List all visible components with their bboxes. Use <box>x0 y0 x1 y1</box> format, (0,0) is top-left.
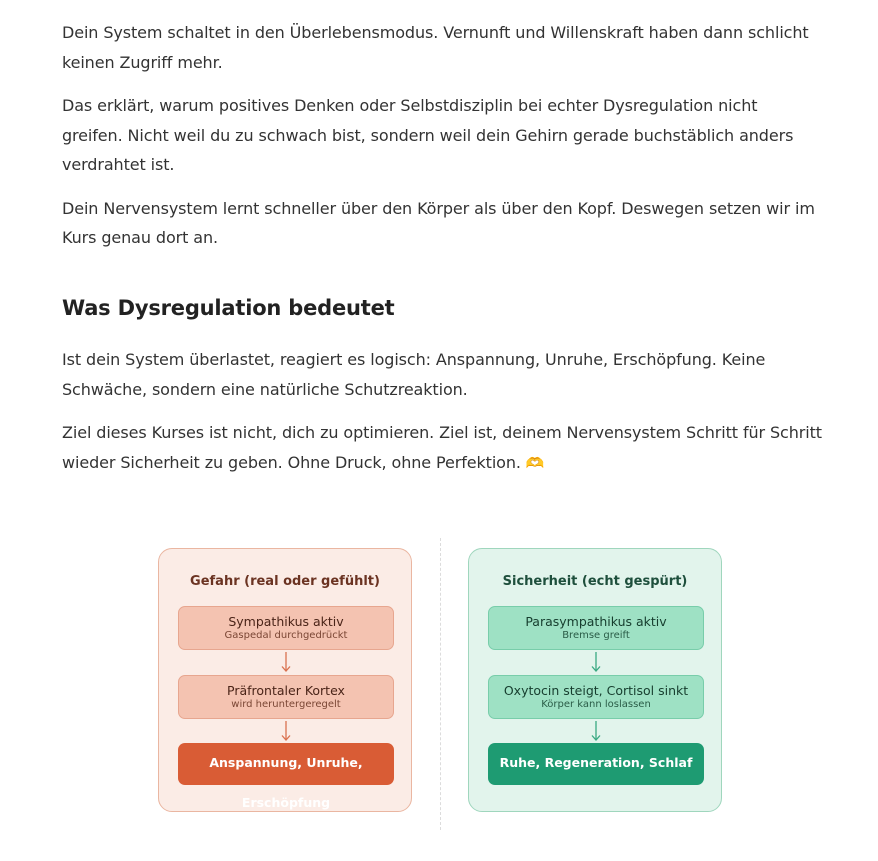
paragraph-positive-thinking: Das erklärt, warum positives Denken oder Selbstdisziplin bei echter Dysregulation nicht greifen. Nicht weil du zu schwach bist, sondern weil dein Gehirn gerade buchstäblich anders verdrahtet ist. <box>62 96 794 174</box>
section-text-block <box>62 345 822 492</box>
safe-result: Ruhe, Regeneration, Schlaf <box>488 743 704 785</box>
safe-step-oxytocin <box>488 675 704 719</box>
safe-panel <box>468 548 722 812</box>
paragraph-overload: Ist dein System überlastet, reagiert es logisch: Anspannung, Unruhe, Erschöpfung. Keine Schwäche, sondern eine natürliche Schutzreaktion. <box>62 350 766 399</box>
danger-step-1-sublabel: Gaspedal durchgedrückt <box>224 630 348 641</box>
paragraph-course-goal-text: Ziel dieses Kurses ist nicht, dich zu optimieren. Ziel ist, deinem Nervensystem Schritt für Schritt wieder Sicherheit zu geben. Ohne Druck, ohne Perfektion. <box>62 423 822 472</box>
danger-result: Anspannung, Unruhe, Erschöpfung <box>178 743 394 785</box>
arrow-down-icon <box>280 651 292 673</box>
heart-hands-icon: 🫶 <box>525 453 545 472</box>
safe-step-2-sublabel: Körper kann loslassen <box>541 699 651 710</box>
danger-panel <box>158 548 412 812</box>
danger-step-1-label: Sympathikus aktiv <box>228 614 344 629</box>
danger-step-prefrontal <box>178 675 394 719</box>
section-heading: Was Dysregulation bedeutet <box>62 296 395 320</box>
safe-panel-title: Sicherheit (echt gespürt) <box>502 574 688 589</box>
paragraph-survival-mode: Dein System schaltet in den Überlebensmodus. Vernunft und Willenskraft haben dann schlicht keinen Zugriff mehr. <box>62 23 809 72</box>
danger-step-sympathikus <box>178 606 394 650</box>
safe-step-parasympathikus <box>488 606 704 650</box>
paragraph-course-goal <box>62 418 822 478</box>
safe-step-2-label: Oxytocin steigt, Cortisol sinkt <box>503 683 689 698</box>
intro-text-block <box>62 18 822 267</box>
arrow-down-icon <box>590 651 602 673</box>
danger-step-2-sublabel: wird heruntergeregelt <box>231 699 341 710</box>
safe-step-1-sublabel: Bremse greift <box>562 630 630 641</box>
danger-panel-title: Gefahr (real oder gefühlt) <box>190 574 380 589</box>
arrow-down-icon <box>590 720 602 742</box>
diagram-divider <box>440 538 441 830</box>
paragraph-body-learning: Dein Nervensystem lernt schneller über den Körper als über den Kopf. Deswegen setzen wir im Kurs genau dort an. <box>62 198 815 247</box>
danger-step-2-label: Präfrontaler Kortex <box>227 683 345 698</box>
safe-step-1-label: Parasympathikus aktiv <box>525 614 667 629</box>
arrow-down-icon <box>280 720 292 742</box>
